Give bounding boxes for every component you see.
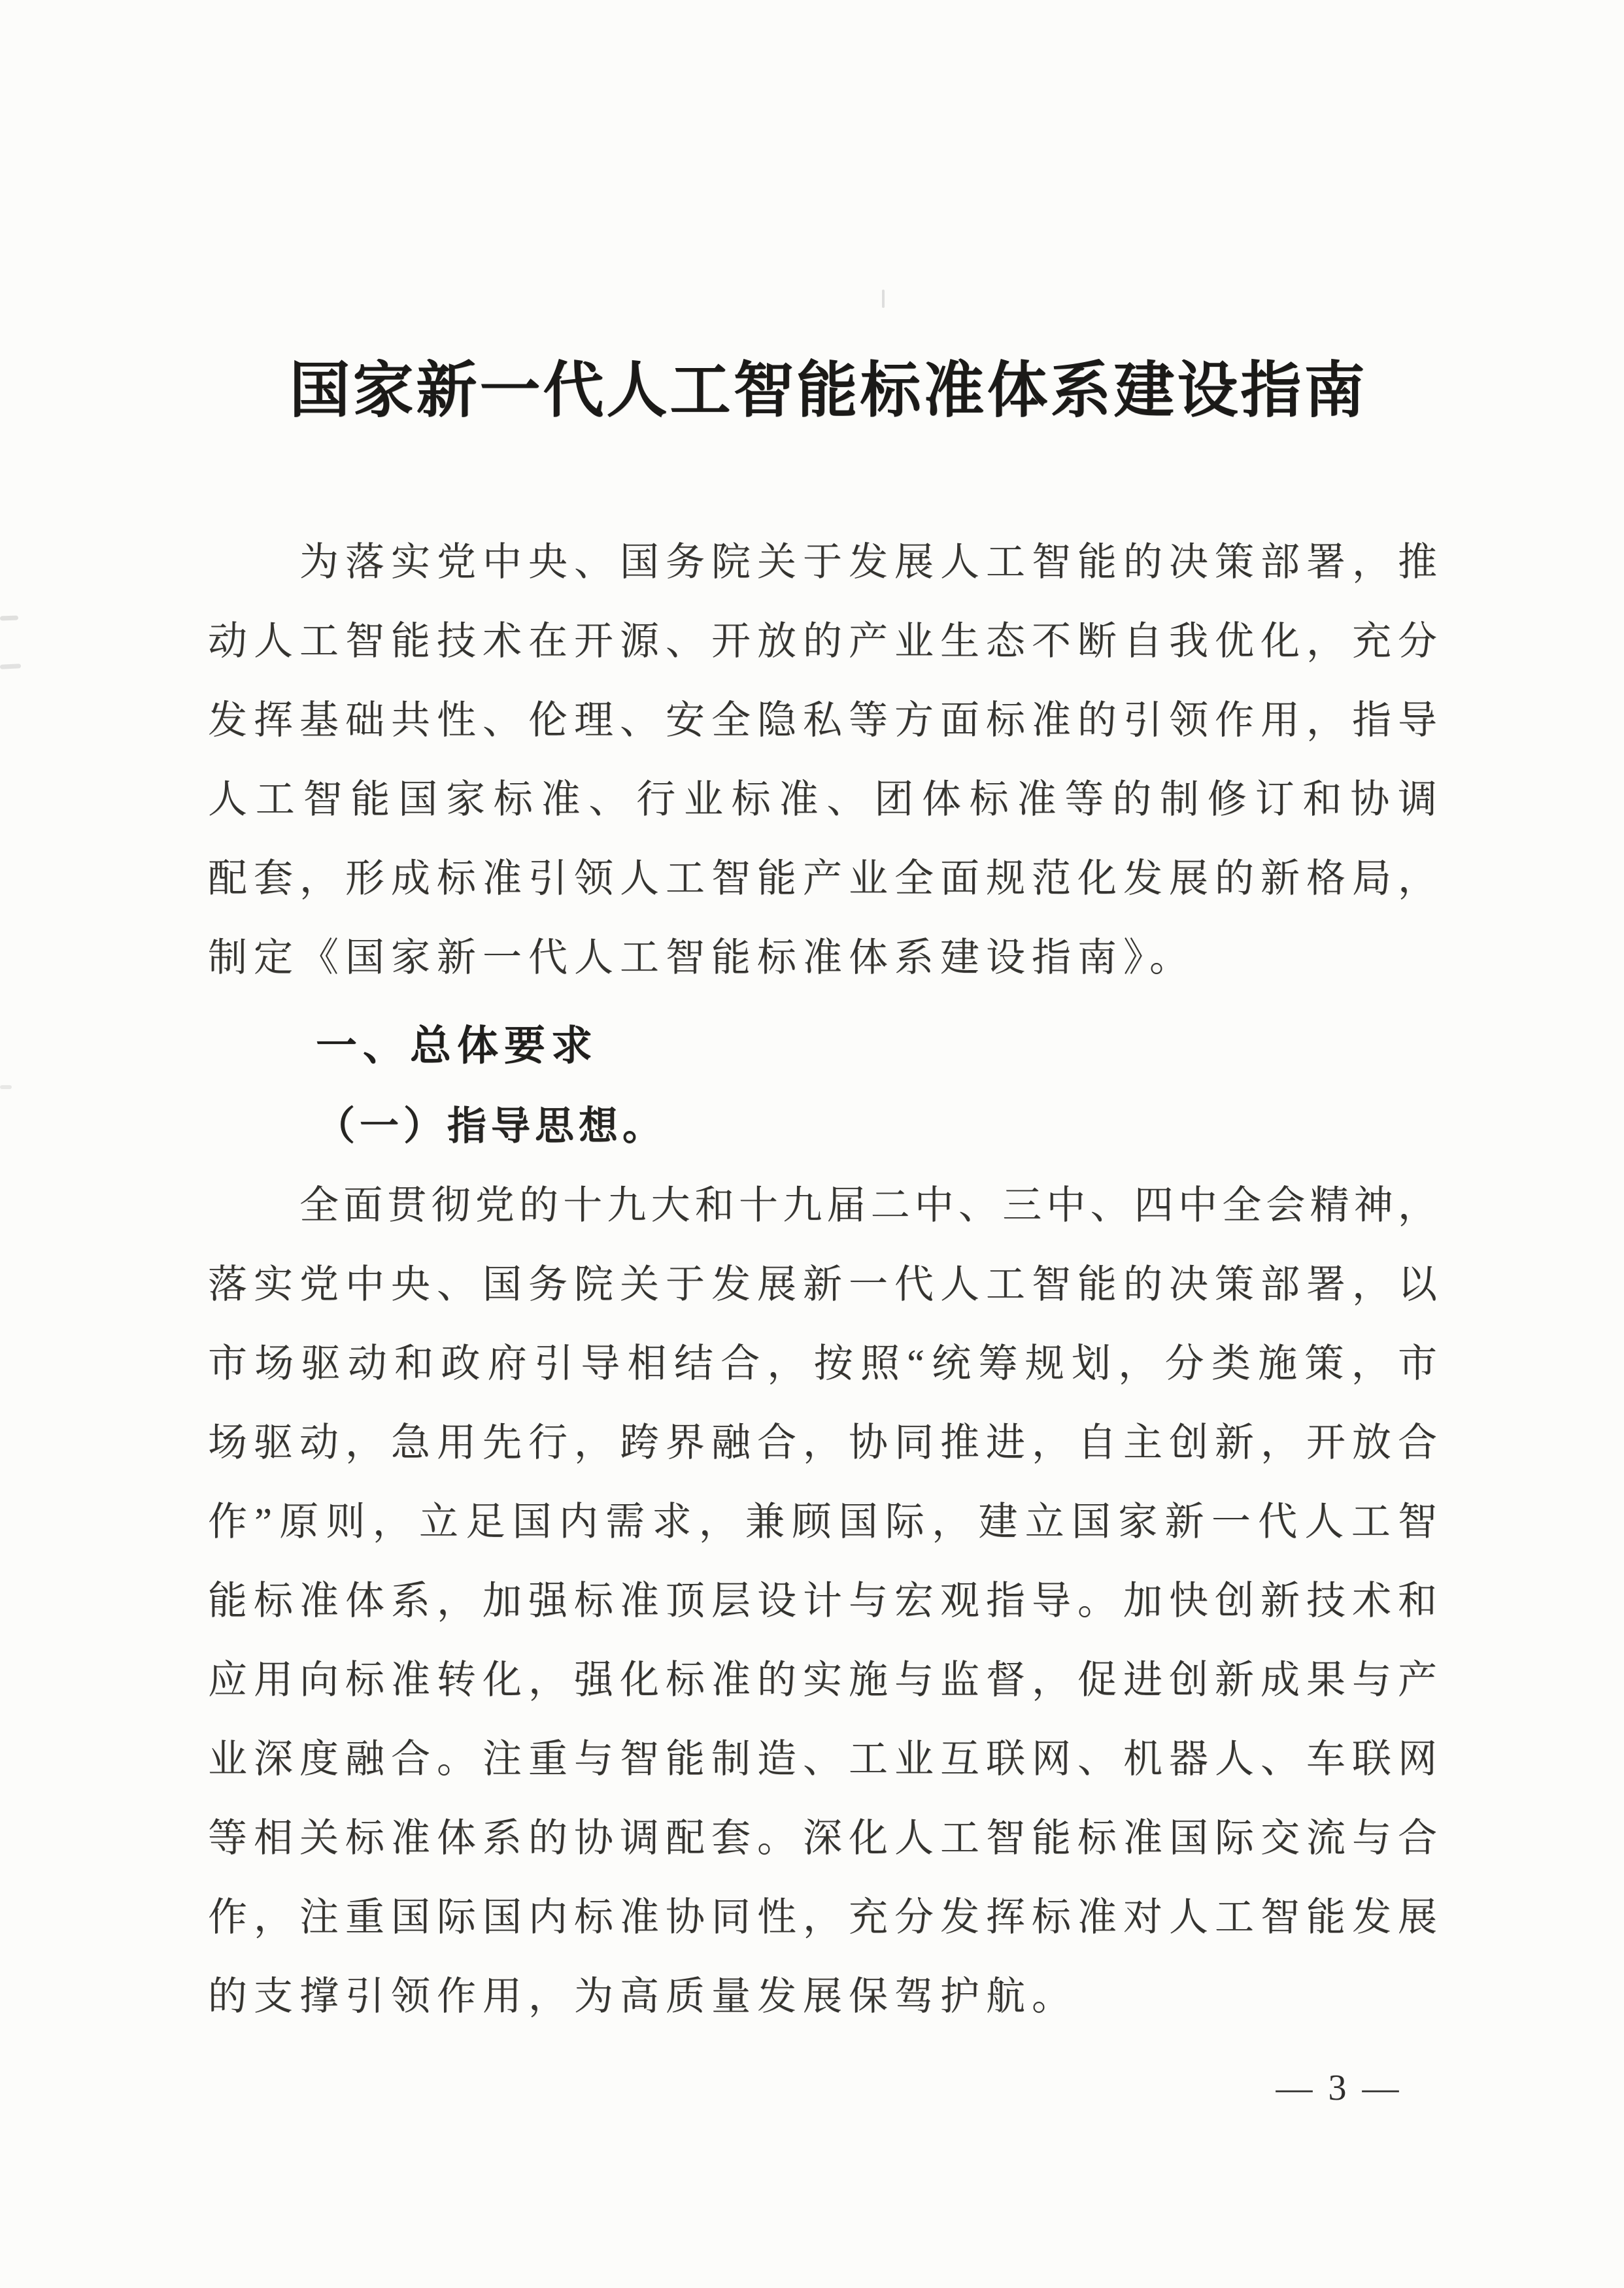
document-body (208, 523, 1437, 2036)
text-line: 落实党中央、国务院关于发展新一代人工智能的决策部署，以 (208, 1263, 1437, 1306)
paragraph-intro (208, 523, 1437, 998)
text-line: 全面贯彻党的十九大和十九届二中、三中、四中全会精神， (299, 1184, 1437, 1227)
section-heading: 一、总体要求 (316, 1023, 598, 1069)
text-line: 作”原则，立足国内需求，兼顾国际，建立国家新一代人工智 (208, 1500, 1437, 1543)
text-line: 能标准体系，加强标准顶层设计与宏观指导。加快创新技术和 (208, 1579, 1437, 1623)
text-line: 应用向标准转化，强化标准的实施与监督，促进创新成果与产 (208, 1658, 1437, 1702)
scan-artifact-smudge (882, 290, 885, 308)
text-line: 场驱动，急用先行，跨界融合，协同推进，自主创新，开放合 (208, 1421, 1437, 1464)
text-line: 的支撑引领作用，为高质量发展保驾护航。 (208, 1975, 1077, 2018)
text-line: 市场驱动和政府引导相结合，按照“统筹规划，分类施策，市 (208, 1342, 1437, 1385)
text-line: 发挥基础共性、伦理、安全隐私等方面标准的引领作用，指导 (208, 699, 1437, 742)
text-line: 制定《国家新一代人工智能标准体系建设指南》。 (208, 936, 1195, 979)
text-line: 为落实党中央、国务院关于发展人工智能的决策部署，推 (299, 541, 1437, 584)
text-line: 配套，形成标准引领人工智能产业全面规范化发展的新格局， (208, 857, 1437, 900)
text-line: 人工智能国家标准、行业标准、团体标准等的制修订和协调 (208, 778, 1437, 821)
document-title: 国家新一代人工智能标准体系建设指南 (289, 358, 1368, 425)
text-line: 作，注重国际国内标准协同性，充分发挥标准对人工智能发展 (208, 1896, 1437, 1939)
text-line: 等相关标准体系的协调配套。深化人工智能标准国际交流与合 (208, 1817, 1437, 1860)
scan-artifact-dash (0, 616, 18, 621)
paragraph-guiding-ideology (208, 1166, 1437, 2036)
scan-artifact-dash (0, 1085, 12, 1089)
sub-heading: （一）指导思想。 (316, 1105, 666, 1148)
scan-artifact-dash (0, 664, 21, 669)
text-line: 动人工智能技术在开源、开放的产业生态不断自我优化，充分 (208, 620, 1437, 663)
text-line: 业深度融合。注重与智能制造、工业互联网、机器人、车联网 (208, 1738, 1437, 1781)
page-number: — 3 — (1276, 2068, 1402, 2108)
